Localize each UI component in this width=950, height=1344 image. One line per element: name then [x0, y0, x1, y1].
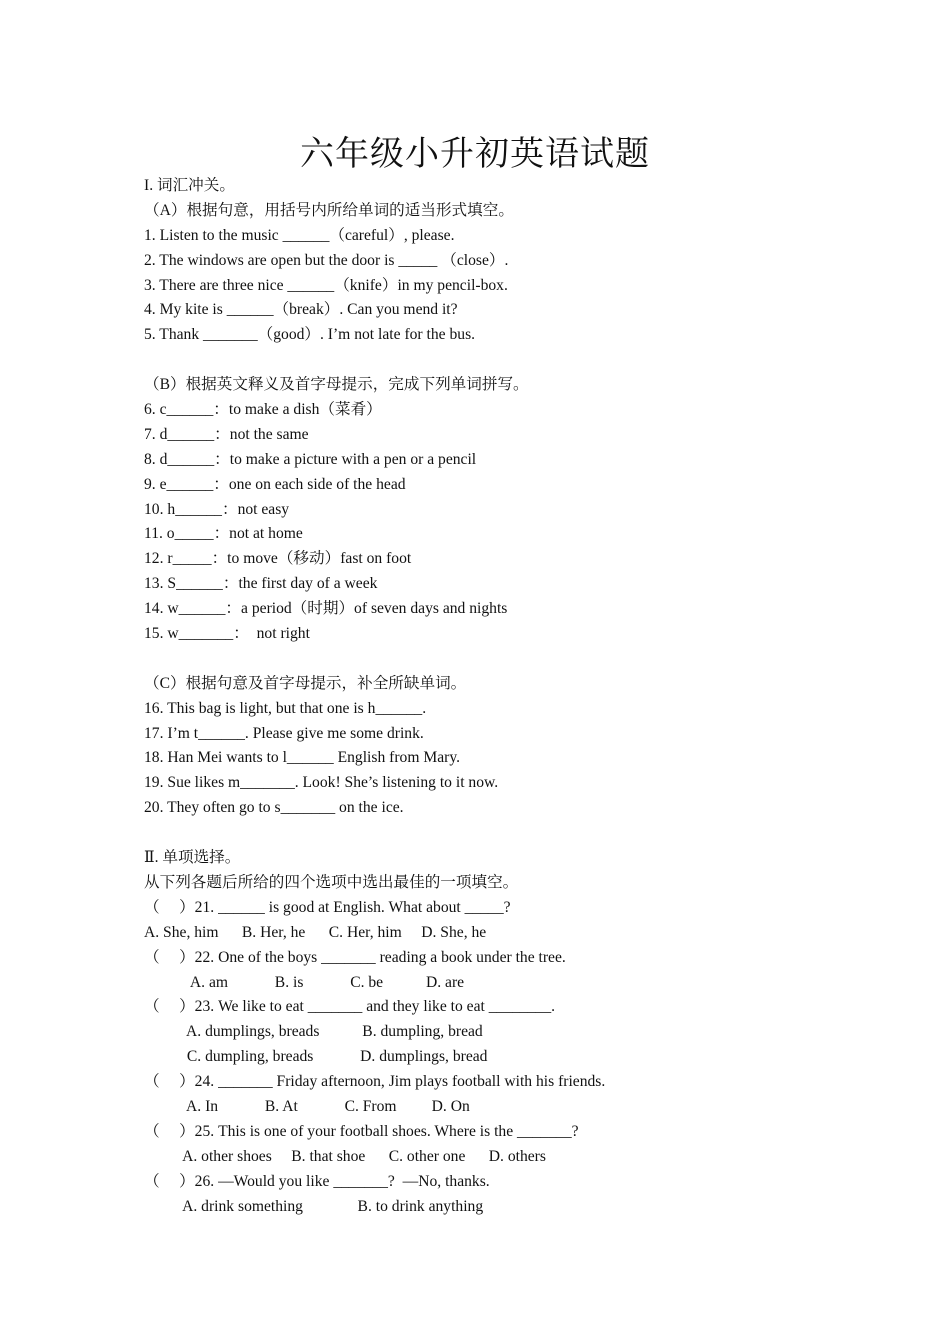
text-line: （B）根据英文释义及首字母提示，完成下列单词拼写。 [144, 376, 529, 394]
text-line: 16. This bag is light, but that one is h______. [144, 699, 427, 717]
text-line: 15. w_______： not right [144, 625, 310, 643]
text-line: （ ）23. We like to eat _______ and they like to eat ________. [144, 998, 556, 1016]
blank-line [144, 821, 864, 846]
text-line: 11. o_____：not at home [144, 525, 303, 543]
text-line: I. 词汇冲关。 [144, 177, 235, 194]
text-line: 18. Han Mei wants to l______ English from Mary. [144, 749, 461, 767]
text-line: 6. c______：to make a dish（菜肴） [144, 401, 382, 419]
text-line: （ ）21. ______ is good at English. What about _____? [144, 898, 511, 916]
text-line: 9. e______：one on each side of the head [144, 475, 406, 493]
text-line: 19. Sue likes m_______. Look! She’s listening to it now. [144, 774, 499, 792]
blank-line [144, 647, 864, 672]
text-line: 4. My kite is ______（break）. Can you mend it? [144, 301, 458, 319]
text-line: 2. The windows are open but the door is _____ （close）. [144, 251, 509, 269]
blank-line [144, 348, 864, 373]
text-line: 1. Listen to the music ______（careful）, please. [144, 226, 455, 244]
text-line: 17. I’m t______. Please give me some drink. [144, 724, 424, 742]
text-line: 10. h______：not easy [144, 500, 290, 518]
text-line: 5. Thank _______（good）. I’m not late for the bus. [144, 326, 476, 344]
text-line: （ ）25. This is one of your football shoes. Where is the _______? [144, 1122, 579, 1140]
text-line: 14. w______：a period（时期）of seven days and nights [144, 600, 508, 618]
text-line: （C）根据句意及首字母提示，补全所缺单词。 [144, 674, 467, 692]
page-title: 六年级小升初英语试题 [300, 134, 650, 174]
text-line: A. other shoes B. that shoe C. other one D. others [144, 1147, 546, 1165]
text-line: 20. They often go to s_______ on the ice. [144, 799, 404, 817]
text-line: 8. d______：to make a picture with a pen or a pencil [144, 450, 477, 468]
text-line: Ⅱ. 单项选择。 [144, 849, 241, 867]
text-line: A. am B. is C. be D. are [144, 973, 465, 991]
text-line: C. dumpling, breads D. dumplings, bread [144, 1048, 488, 1066]
text-line: 12. r_____：to move（移动）fast on foot [144, 550, 412, 568]
text-line: （ ）26. —Would you like _______? —No, thanks. [144, 1172, 490, 1190]
text-line: 从下列各题后所给的四个选项中选出最佳的一项填空。 [144, 873, 519, 891]
text-line: A. She, him B. Her, he C. Her, him D. She, he [144, 923, 487, 941]
text-line: A. In B. At C. From D. On [144, 1097, 470, 1115]
text-line: （A）根据句意，用括号内所给单词的适当形式填空。 [144, 201, 514, 219]
text-line: 7. d______：not the same [144, 425, 309, 443]
text-line: （ ）24. _______ Friday afternoon, Jim plays football with his friends. [144, 1073, 606, 1091]
text-line: A. drink something B. to drink anything [144, 1197, 484, 1215]
exam-content [144, 174, 864, 1219]
text-line: A. dumplings, breads B. dumpling, bread [144, 1023, 483, 1041]
text-line: 13. S______：the first day of a week [144, 575, 378, 593]
text-line: 3. There are three nice ______（knife）in my pencil-box. [144, 276, 508, 294]
text-line: （ ）22. One of the boys _______ reading a book under the tree. [144, 948, 566, 966]
